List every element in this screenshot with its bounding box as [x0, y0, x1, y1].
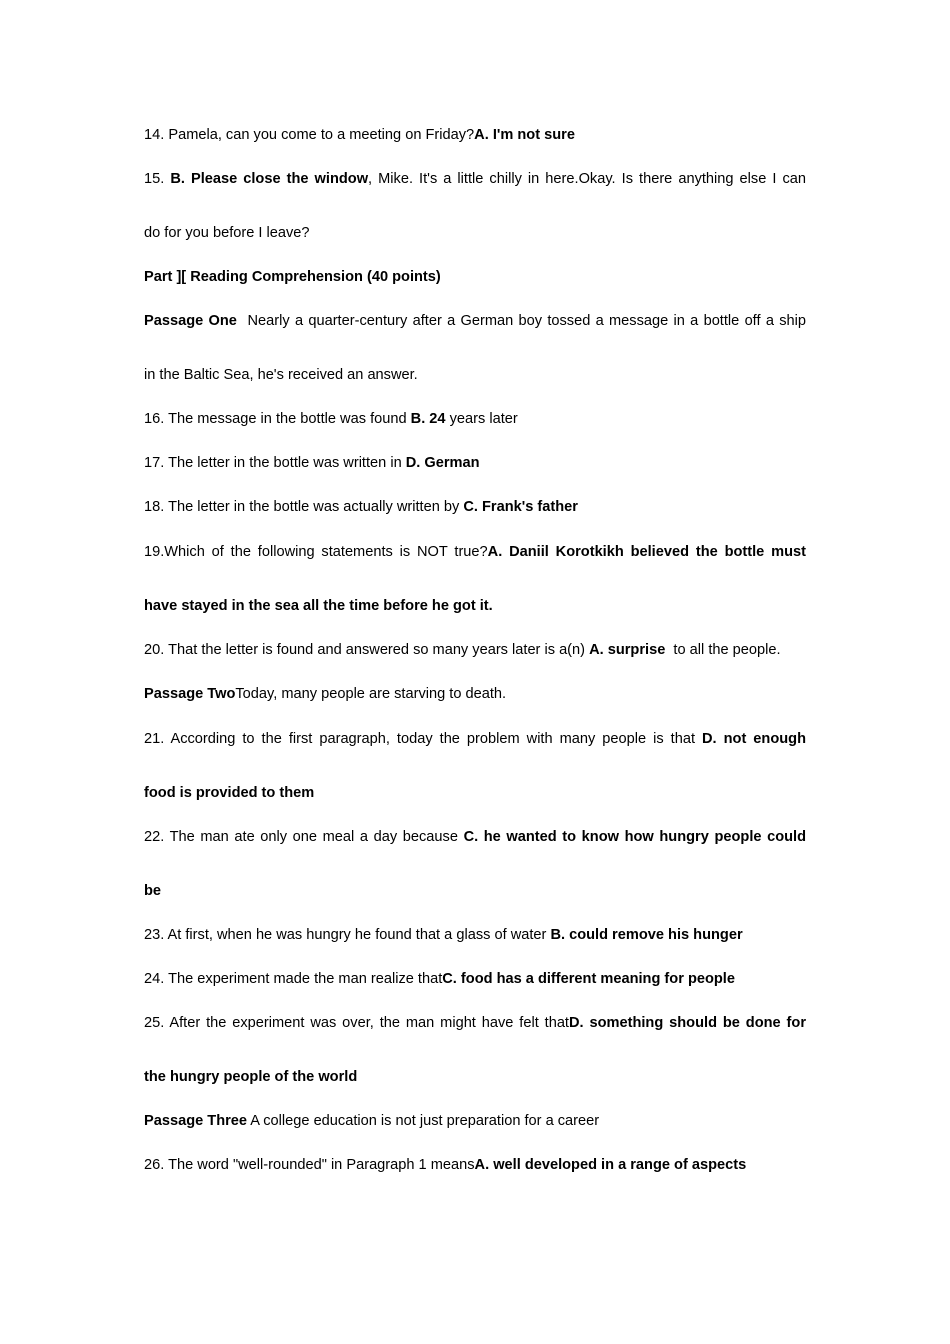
line-q25-1	[144, 1013, 806, 1033]
line-q26	[144, 1155, 806, 1175]
text-segment: 25. After the experiment was over, the man might have felt that	[144, 1015, 569, 1031]
text-segment: 15.	[144, 171, 171, 187]
text-segment: 16. The message in the bottle was found	[144, 411, 411, 427]
line-q22-2	[144, 881, 806, 901]
text-segment: in the Baltic Sea, he's received an answer.	[144, 367, 418, 383]
line-q19-2	[144, 596, 806, 616]
line-q17	[144, 453, 806, 473]
passage-title: Passage Three	[144, 1113, 248, 1129]
text-segment: 23. At first, when he was hungry he found that a glass of water	[144, 927, 551, 943]
answer-text: food is provided to them	[144, 785, 315, 801]
answer-text: C. food has a different meaning for people	[442, 971, 735, 987]
line-q14	[144, 125, 806, 145]
text-segment: 14. Pamela, can you come to a meeting on Friday?	[144, 127, 475, 143]
line-q15-2	[144, 223, 806, 243]
part-heading	[144, 267, 806, 287]
line-q20	[144, 640, 806, 660]
line-q22-1	[144, 827, 806, 847]
line-passage-three	[144, 1111, 806, 1131]
passage-title: Passage Two	[144, 686, 236, 702]
line-passage-one-2	[144, 365, 806, 385]
answer-text: D. something should be done for	[569, 1015, 807, 1031]
line-q16	[144, 409, 806, 429]
answer-text: have stayed in the sea all the time before he got it.	[144, 598, 493, 614]
text-segment: 26. The word "well-rounded" in Paragraph 1 means	[144, 1157, 475, 1173]
answer-text: B. could remove his hunger	[550, 927, 743, 943]
text-segment: Today, many people are starving to death.	[235, 686, 507, 702]
answer-text: C. Frank's father	[463, 499, 578, 515]
text-segment: A college education is not just preparation for a career	[247, 1113, 600, 1129]
answer-text: A. well developed in a range of aspects	[474, 1157, 747, 1173]
line-q21-1	[144, 729, 806, 749]
text-segment: do for you before I leave?	[144, 225, 310, 241]
answer-text: A. I'm not sure	[474, 127, 575, 143]
text-segment: , Mike. It's a little chilly in here.Okay. Is there anything else I can	[368, 171, 806, 187]
heading-text: Part ][ Reading Comprehension (40 points)	[144, 269, 441, 285]
answer-text: C. he wanted to know how hungry people could	[463, 829, 807, 845]
text-segment: 24. The experiment made the man realize that	[144, 971, 443, 987]
line-passage-one-1	[144, 311, 806, 331]
answer-text: D. not enough	[702, 731, 806, 747]
text-segment: to all the people.	[665, 642, 781, 658]
answer-text: A. Daniil Korotkikh believed the bottle must	[487, 544, 806, 560]
text-segment: 20. That the letter is found and answered so many years later is a(n)	[144, 642, 590, 658]
text-segment: 17. The letter in the bottle was written in	[144, 455, 406, 471]
text-segment: years later	[445, 411, 518, 427]
text-segment: Nearly a quarter-century after a German boy tossed a message in a bottle off a ship	[236, 313, 806, 329]
answer-text: B. 24	[410, 411, 446, 427]
line-q21-2	[144, 783, 806, 803]
text-segment: 19.Which of the following statements is NOT true?	[144, 544, 488, 560]
answer-text: the hungry people of the world	[144, 1069, 358, 1085]
line-q19-1	[144, 542, 806, 562]
text-segment: 22. The man ate only one meal a day because	[144, 829, 464, 845]
line-q18	[144, 497, 806, 517]
answer-text: B. Please close the window	[170, 171, 369, 187]
line-q23	[144, 925, 806, 945]
line-q25-2	[144, 1067, 806, 1087]
passage-title: Passage One	[144, 313, 237, 329]
line-q24	[144, 969, 806, 989]
line-q15-1	[144, 169, 806, 189]
text-segment: 18. The letter in the bottle was actually written by	[144, 499, 464, 515]
text-segment: 21. According to the first paragraph, today the problem with many people is that	[144, 731, 703, 747]
answer-text: be	[144, 883, 162, 899]
line-passage-two	[144, 684, 806, 704]
answer-text: D. German	[405, 455, 480, 471]
answer-text: A. surprise	[589, 642, 666, 658]
